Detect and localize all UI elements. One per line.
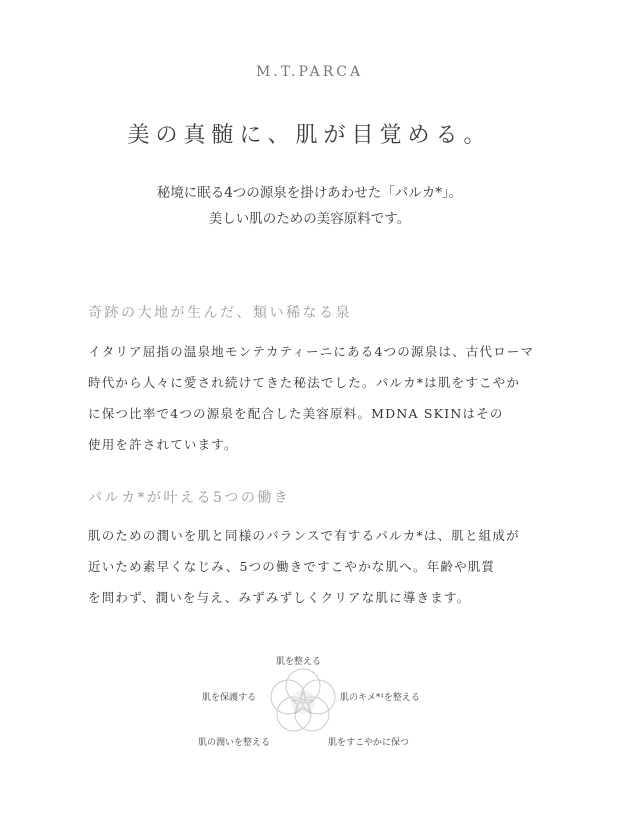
intro-text bbox=[0, 180, 619, 232]
diagram-label-bottom-right: 肌をすこやかに保つ bbox=[328, 738, 410, 748]
section-body-line: 使用を許されています。 bbox=[88, 437, 238, 452]
section-body-line: 肌のための潤いを肌と同様のバランスで有するパルカ*は、肌と組成が bbox=[88, 528, 520, 543]
section-body-line: 近いため素早くなじみ、5つの働きですこやかな肌へ。年齢や肌質 bbox=[88, 559, 496, 574]
section-body-line: を問わず、潤いを与え、みずみずしくクリアな肌に導きます。 bbox=[88, 590, 471, 605]
flower-icon bbox=[268, 662, 338, 740]
five-functions-diagram bbox=[180, 648, 440, 758]
section-title-functions: パルカ*が叶える5つの働き bbox=[88, 490, 291, 506]
diagram-label-right: 肌のキメ*¹を整える bbox=[340, 693, 420, 703]
diagram-label-top: 肌を整える bbox=[276, 657, 322, 667]
diagram-label-bottom-left: 肌の潤いを整える bbox=[198, 738, 271, 748]
section-body-spring bbox=[88, 336, 548, 460]
intro-line-1: 秘境に眠る4つの源泉を掛けあわせた「パルカ*」。 bbox=[156, 185, 463, 201]
section-body-functions bbox=[88, 520, 548, 613]
section-body-line: イタリア屈指の温泉地モンテカティーニにある4つの源泉は、古代ローマ bbox=[88, 344, 535, 359]
section-body-line: 時代から人々に愛され続けてきた秘法でした。パルカ*は肌をすこやか bbox=[88, 375, 521, 390]
diagram-label-left: 肌を保護する bbox=[202, 693, 257, 703]
page-headline: 美の真髄に、肌が目覚める。 bbox=[127, 123, 492, 148]
section-title-spring: 奇跡の大地が生んだ、類い稀なる泉 bbox=[88, 305, 352, 321]
brand-logo: M.T.PARCA bbox=[255, 64, 364, 80]
intro-line-2: 美しい肌のための美容原料です。 bbox=[208, 211, 411, 227]
section-body-line: に保つ比率で4つの源泉を配合した美容原料。MDNA SKINはその bbox=[88, 406, 504, 421]
